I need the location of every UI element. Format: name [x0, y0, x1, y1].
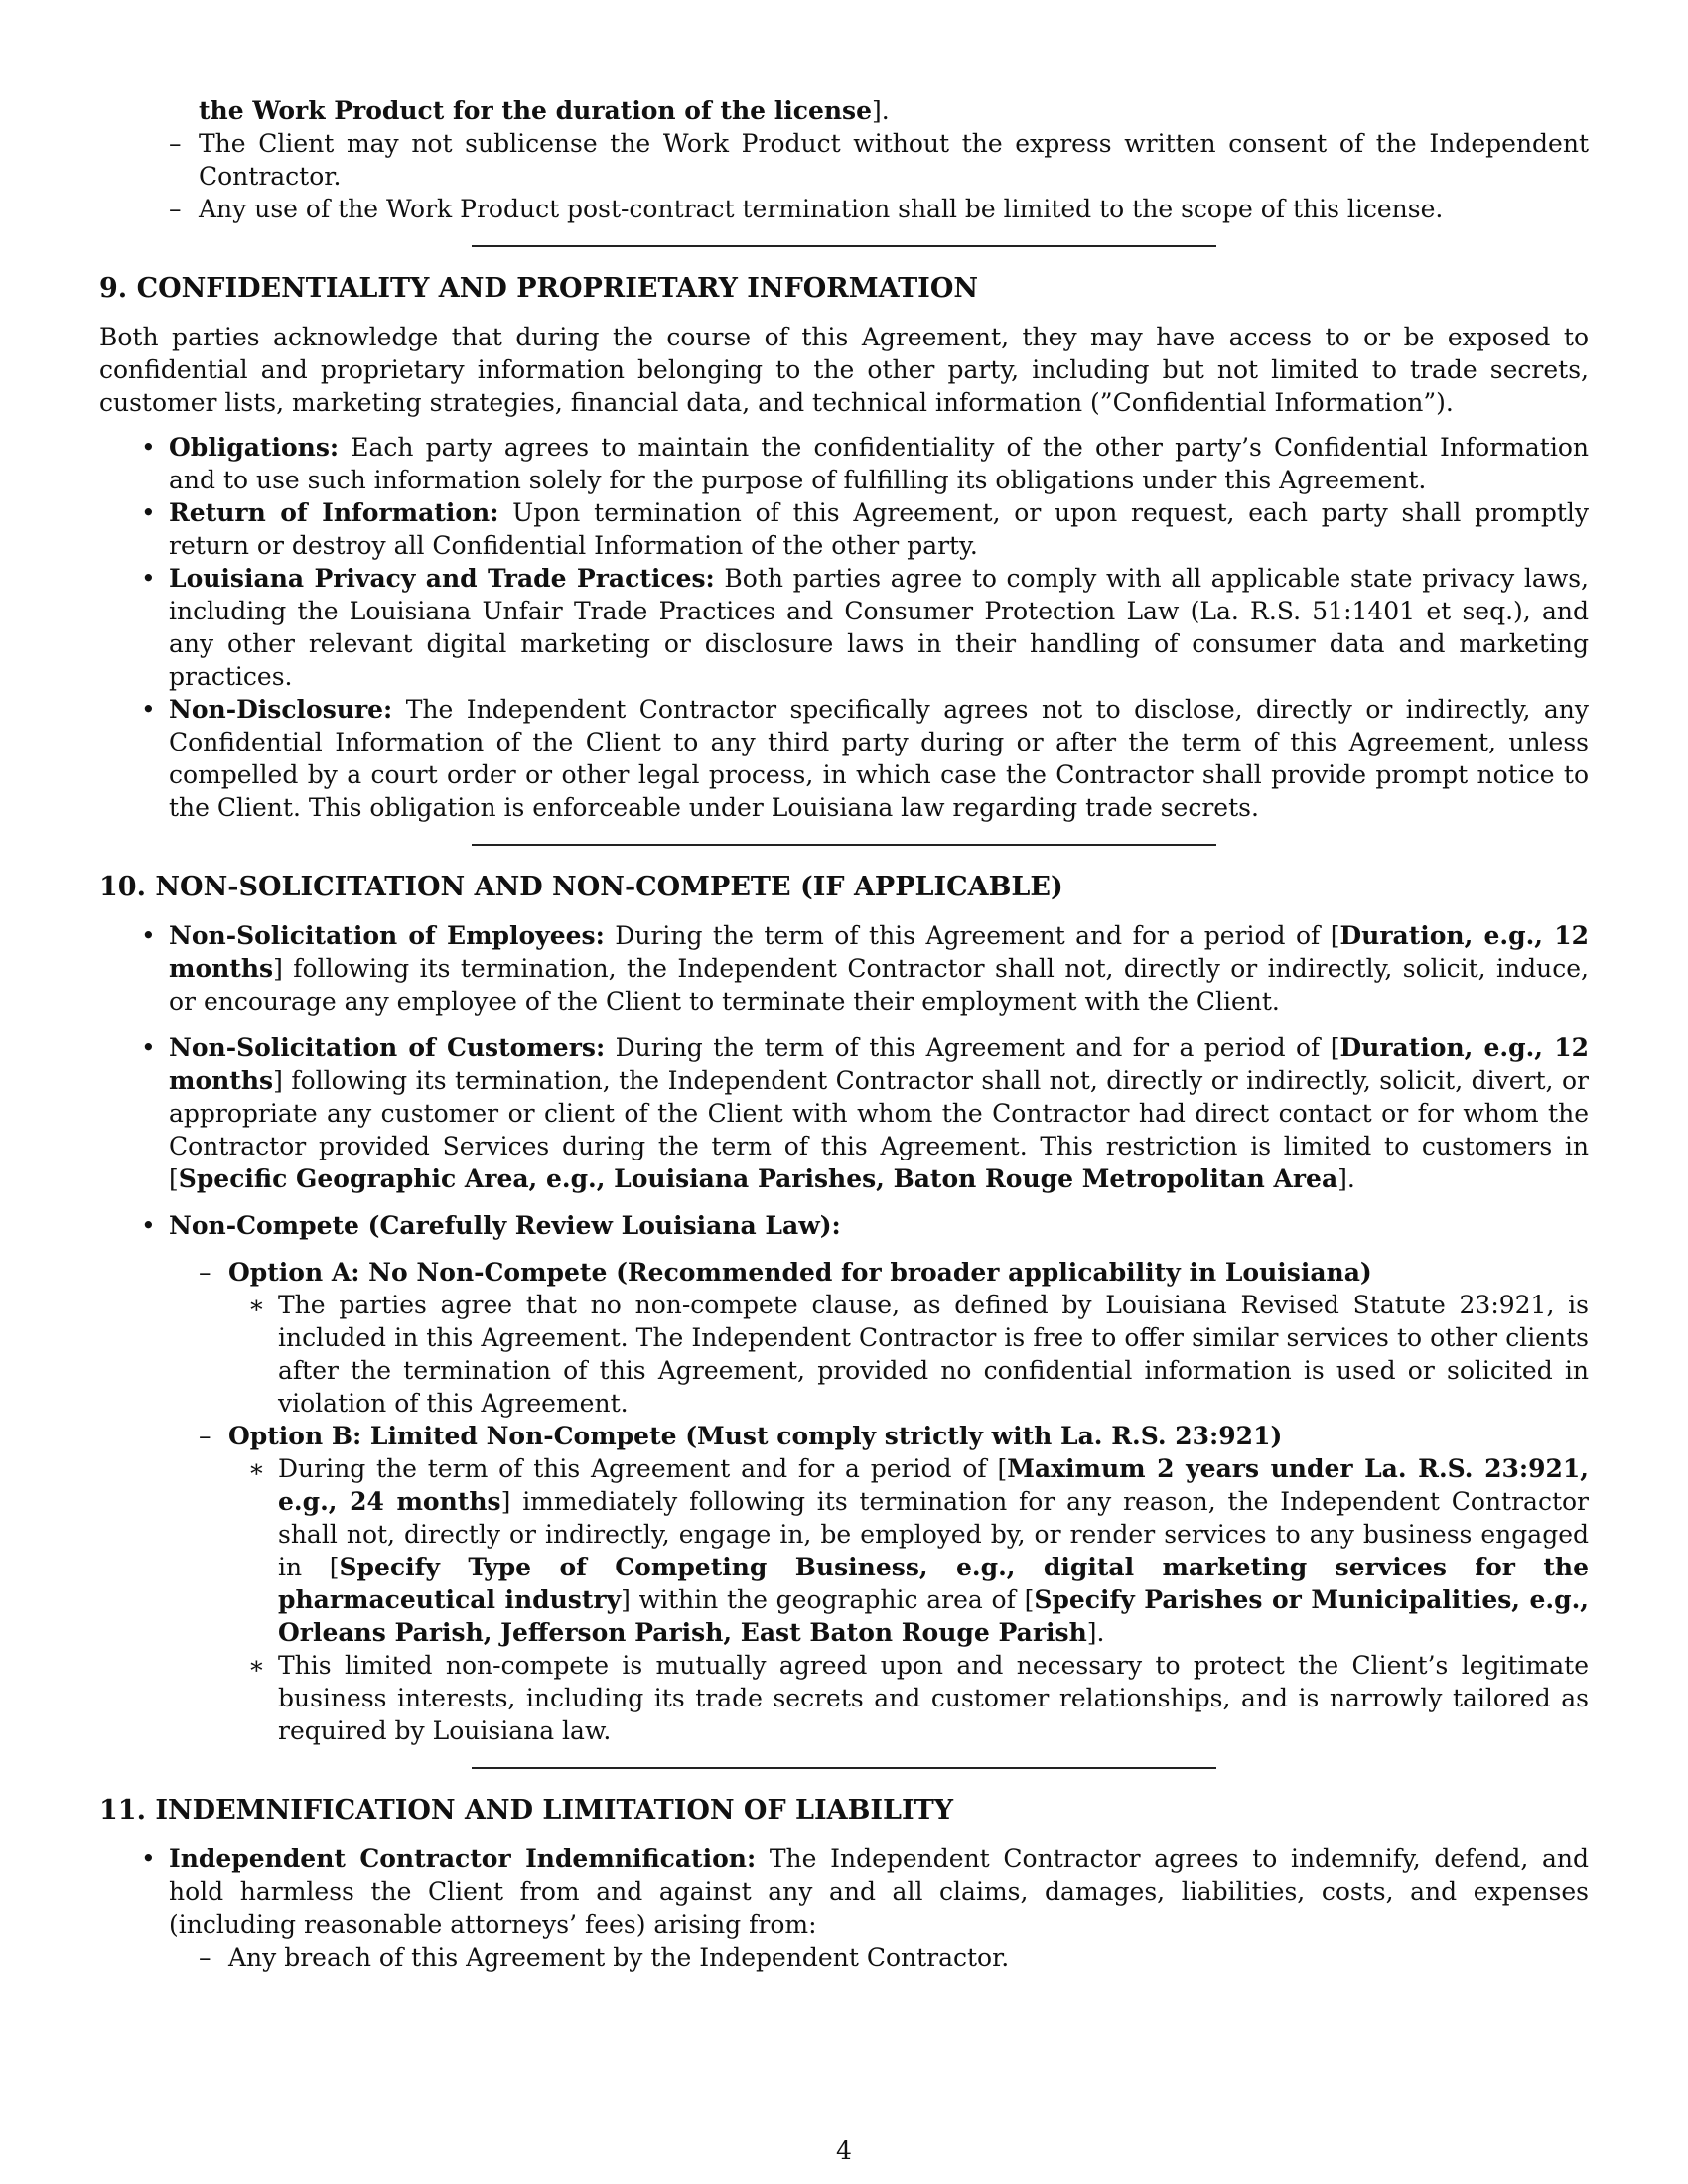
option-b-text: ∗ During the term of this Agreement and for a period of [Maximum 2 years under La. R.S. 23:921, e.g., 24 months] immediately following its termination for any reason, the Independent Contractor shall not, directly or indirectly, engage in, be employed by, or render services to any business engaged in [Specify Type of Competing Business, e.g., digital marketing services for the pharmaceutical industry] within the geographic area of [Specify Parishes or Municipalities, e.g., Orleans Parish, Jefferson Parish, East Baton Rouge Parish]. [278, 1452, 1589, 1649]
option-a: – Option A: No Non-Compete (Recommended for broader applicability in Louisiana) ∗ The parties agree that no non-compete clause, as defined by Louisiana Revised Statute 23:921, is included in this Agreement. The Independent Contractor is free to offer similar services to other clients after the termination of this Agreement, provided no confidential information is used or solicited in violation of this Agreement. [228, 1256, 1589, 1420]
license-item-post-termination: – Any use of the Work Product post-contract termination shall be limited to the scope of this license. [199, 193, 1589, 225]
option-b: – Option B: Limited Non-Compete (Must comply strictly with La. R.S. 23:921) ∗ During the term of this Agreement and for a period of [Maximum 2 years under La. R.S. 23:921, e.g., 24 months] immediately following its termination for any reason, the Independent Contractor shall not, directly or indirectly, engage in, be employed by, or render services to any business engaged in [Specify Type of Competing Business, e.g., digital marketing services for the pharmaceutical industry] within the geographic area of [Specify Parishes or Municipalities, e.g., Orleans Parish, Jefferson Parish, East Baton Rouge Parish]. ∗ This limited non-compete is mutually agreed upon and necessary to protect the Client’s legitimate business interests, including its trade secrets and customer relationships, and is narrowly tailored as required by Louisiana law. [228, 1420, 1589, 1747]
section-11-list [99, 1843, 1589, 1974]
section-divider [472, 1767, 1216, 1769]
option-b-justification: ∗ This limited non-compete is mutually agreed upon and necessary to protect the Client’s legitimate business interests, including its trade secrets and customer relationships, and is narrowly tailored as required by Louisiana law. [278, 1649, 1589, 1747]
section-10-heading: 10. NON-SOLICITATION AND NON-COMPETE (IF APPLICABLE) [99, 872, 1063, 902]
section-9-heading: 9. CONFIDENTIALITY AND PROPRIETARY INFORMATION [99, 273, 979, 304]
louisiana-privacy-item: • Louisiana Privacy and Trade Practices: Both parties agree to comply with all applicable state privacy laws, including the Louisiana Unfair Trade Practices and Consumer Protection Law (La. R.S. 51:1401 et seq.), and any other relevant digital marketing or disclosure laws in their handling of consumer data and marketing practices. [169, 562, 1589, 693]
document-page [99, 94, 1589, 1974]
non-solicitation-employees-item: • Non-Solicitation of Employees: During the term of this Agreement and for a period of [Duration, e.g., 12 months] following its termination, the Independent Contractor shall not, directly or indirectly, solicit, induce, or encourage any employee of the Client to terminate their employment with the Client. [169, 919, 1589, 1018]
obligations-item: • Obligations: Each party agrees to maintain the confidentiality of the other party’s Confidential Information and to use such information solely for the purpose of fulfilling its obligations under this Agreement. [169, 431, 1589, 496]
option-b-details [278, 1452, 1589, 1747]
section-9-intro: Both parties acknowledge that during the course of this Agreement, they may have access to or be exposed to confidential and proprietary information belonging to the other party, including but not limited to trade secrets, customer lists, marketing strategies, financial data, and technical information (”Confidential Information”). [99, 323, 1589, 417]
return-of-information-item: • Return of Information: Upon termination of this Agreement, or upon request, each party shall promptly return or destroy all Confidential Information of the other party. [169, 496, 1589, 562]
indemnification-subitems [228, 1941, 1589, 1974]
non-disclosure-item: • Non-Disclosure: The Independent Contractor specifically agrees not to disclose, directly or indirectly, any Confidential Information of the Client to any third party during or after the term of this Agreement, unless compelled by a court order or other legal process, in which case the Contractor shall provide prompt notice to the Client. This obligation is enforceable under Louisiana law regarding trade secrets. [169, 693, 1589, 824]
section-9-list [99, 431, 1589, 824]
section-11-heading: 11. INDEMNIFICATION AND LIMITATION OF LIABILITY [99, 1795, 954, 1826]
page-number: 4 [836, 2136, 852, 2165]
non-solicitation-customers-item: • Non-Solicitation of Customers: During the term of this Agreement and for a period of [Duration, e.g., 12 months] following its termination, the Independent Contractor shall not, directly or indirectly, solicit, divert, or appropriate any customer or client of the Client with whom the Contractor had direct contact or for whom the Contractor provided Services during the term of this Agreement. This restriction is limited to customers in [Specific Geographic Area, e.g., Louisiana Parishes, Baton Rouge Metropolitan Area]. [169, 1031, 1589, 1195]
indemnification-breach-item: – Any breach of this Agreement by the Independent Contractor. [228, 1941, 1589, 1974]
license-continuation: the Work Product for the duration of the license]. [199, 96, 890, 125]
non-compete-item: • Non-Compete (Carefully Review Louisiana Law): – Option A: No Non-Compete (Recommended for broader applicability in Louisiana) ∗ The parties agree that no non-compete clause, as defined by Louisiana Revised Statute 23:921, is included in this Agreement. The Independent Contractor is free to offer similar services to other clients after the termination of this Agreement, provided no confidential information is used or solicited in violation of this Agreement. – Option B: Limited Non-Compete (Must comply strictly with La. R.S. 23:921) ∗ During the term of this Agreement and for a period of [Maximum 2 years under La. R.S. 23:921, e.g., 24 months] immediately following its termination for any reason, the Independent Contractor shall not, directly or indirectly, engage in, be employed by, or render services to any business engaged in [Specify Type of Competing Business, e.g., digital marketing services for the pharmaceutical industry] within the geographic area of [Specify Parishes or Municipalities, e.g., Orleans Parish, Jefferson Parish, East Baton Rouge Parish]. ∗ This limited non-compete is mutually agreed upon and necessary to protect the Client’s legitimate business interests, including its trade secrets and customer relationships, and is narrowly tailored as required by Louisiana law. [169, 1209, 1589, 1747]
non-compete-options [228, 1256, 1589, 1747]
section-divider [472, 245, 1216, 247]
option-a-text: ∗ The parties agree that no non-compete clause, as defined by Louisiana Revised Statute 23:921, is included in this Agreement. The Independent Contractor is free to offer similar services to other clients after the termination of this Agreement, provided no confidential information is used or solicited in violation of this Agreement. [278, 1289, 1589, 1420]
license-continuation-list [199, 94, 1589, 225]
contractor-indemnification-item: • Independent Contractor Indemnification: The Independent Contractor agrees to indemnify, defend, and hold harmless the Client from and against any and all claims, damages, liabilities, costs, and expenses (including reasonable attorneys’ fees) arising from: – Any breach of this Agreement by the Independent Contractor. [169, 1843, 1589, 1974]
section-divider [472, 844, 1216, 846]
section-10-list [99, 919, 1589, 1747]
license-item-sublicense: – The Client may not sublicense the Work Product without the express written consent of the Independent Contractor. [199, 127, 1589, 193]
option-a-details [278, 1289, 1589, 1420]
